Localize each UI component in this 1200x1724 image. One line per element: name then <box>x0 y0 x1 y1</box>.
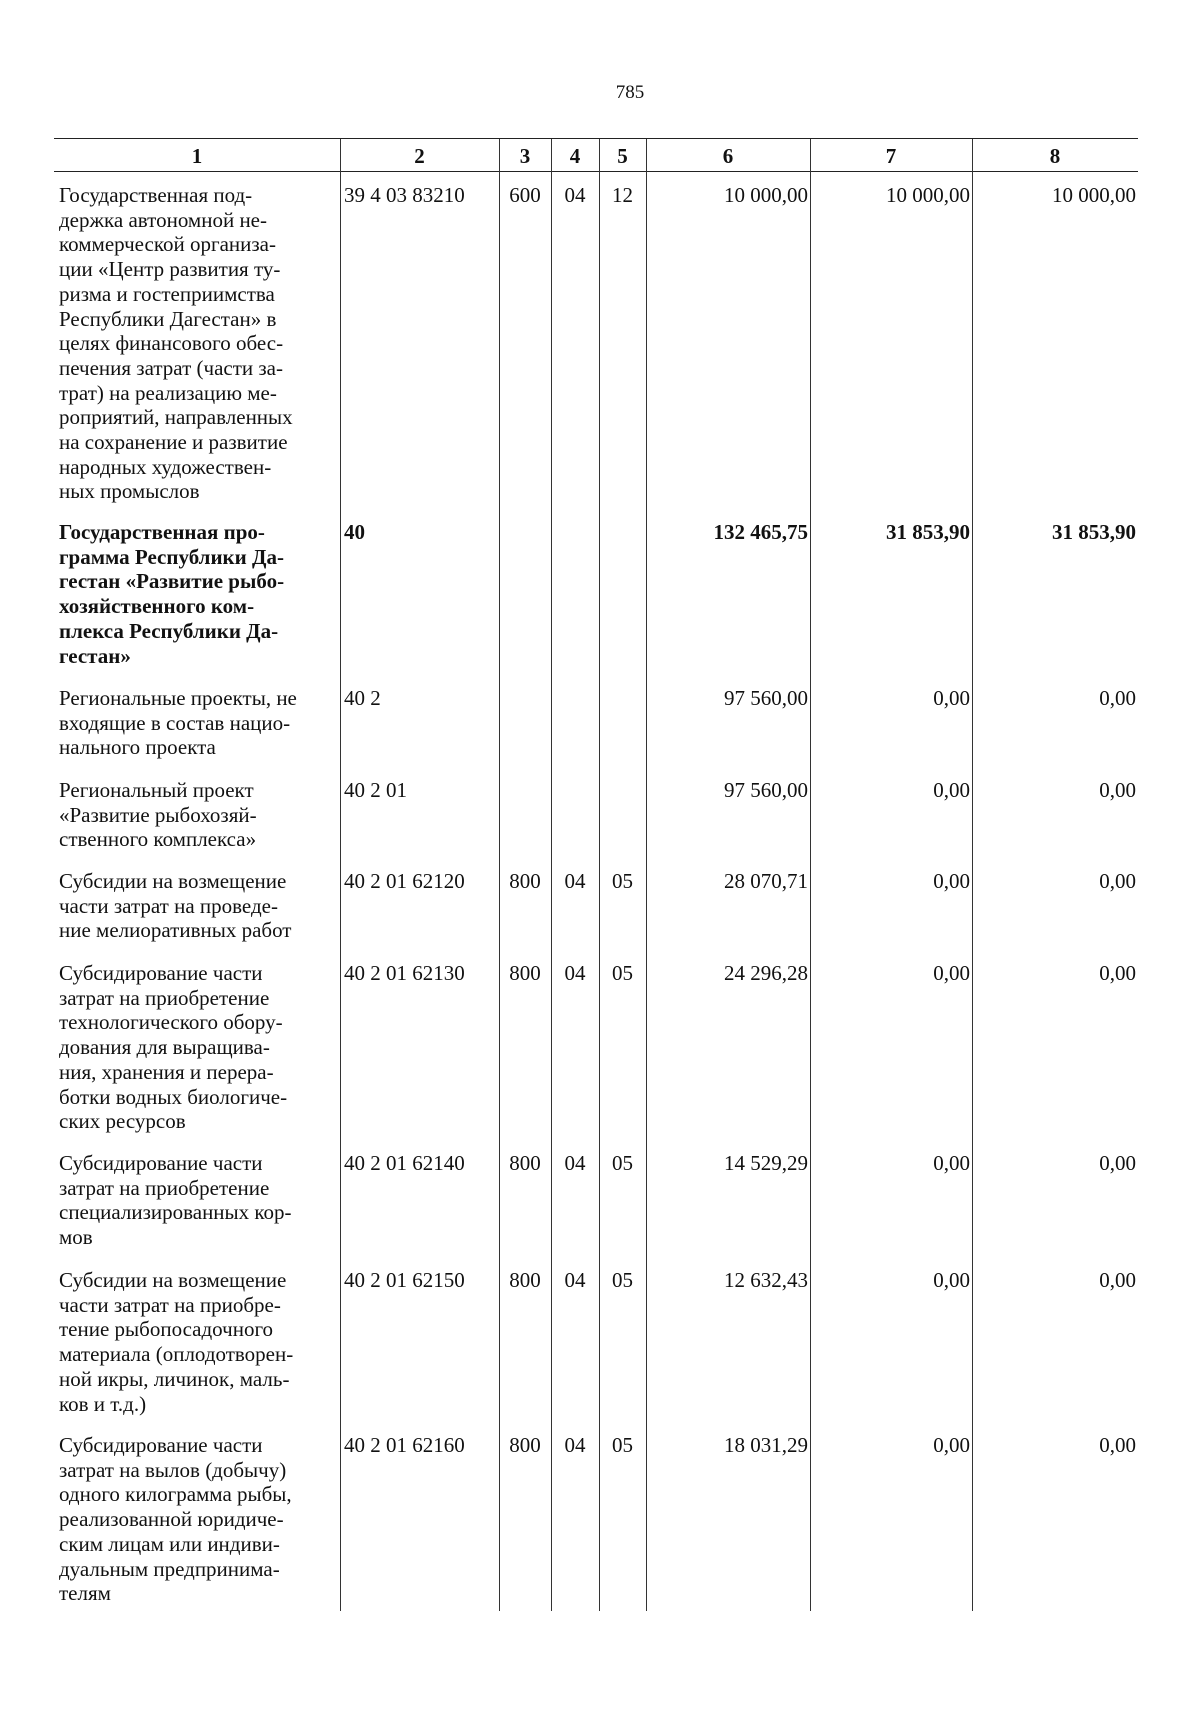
row-col7: 0,00 <box>933 686 970 710</box>
row-code: 40 2 01 62150 <box>344 1268 465 1292</box>
row-name: Субсидии на возмещение части затрат на приобре- тение рыбопосадочного материала (оплодотворен- ной икры, личинок, маль- ков и т.д.) <box>59 1268 294 1416</box>
row-col8: 0,00 <box>1099 1268 1136 1292</box>
row-col6: 97 560,00 <box>724 686 808 710</box>
row-col3: 800 <box>509 1268 541 1292</box>
row-col4: 04 <box>564 1433 586 1457</box>
row-code: 40 2 01 <box>344 778 407 802</box>
row-col6: 10 000,00 <box>724 183 808 207</box>
row-name: Субсидирование части затрат на приобретение специализированных кор- мов <box>59 1151 292 1250</box>
row-col8: 0,00 <box>1099 1151 1136 1175</box>
row-name: Региональные проекты, не входящие в состав нацио- нального проекта <box>59 686 297 760</box>
row-col8: 0,00 <box>1099 869 1136 893</box>
budget-table <box>54 138 1138 1611</box>
row-code: 40 2 01 62130 <box>344 961 465 985</box>
row-code: 40 2 01 62140 <box>344 1151 465 1175</box>
row-col6: 28 070,71 <box>724 869 808 893</box>
row-col3: 800 <box>509 1433 541 1457</box>
row-col3: 800 <box>509 869 541 893</box>
row-name: Государственная под- держка автономной не- коммерческой организа- ции «Центр развития ту- ризма и гостеприимства Республики Дагестан» в целях финансового обес- печения затрат (части за- трат) на реализацию ме- роприятий, направленных на сохранение и развитие народных художествен- ных промыслов <box>59 183 293 504</box>
row-name: Региональный проект «Развитие рыбохозяй- ственного комплекса» <box>59 778 257 852</box>
row-col6: 12 632,43 <box>724 1268 808 1292</box>
row-col6: 14 529,29 <box>724 1151 808 1175</box>
column-header-4: 4 <box>569 144 581 168</box>
row-col5: 05 <box>612 1433 633 1457</box>
row-name: Субсидии на возмещение части затрат на проведе- ние мелиоративных работ <box>59 869 292 943</box>
column-header-7: 7 <box>885 144 897 168</box>
column-header-5: 5 <box>617 144 628 168</box>
row-col6: 97 560,00 <box>724 778 808 802</box>
row-col7: 10 000,00 <box>886 183 970 207</box>
header-divider <box>54 171 1138 172</box>
row-col6: 24 296,28 <box>724 961 808 985</box>
page-number: 785 <box>615 82 645 103</box>
row-col8: 0,00 <box>1099 686 1136 710</box>
row-col7: 0,00 <box>933 869 970 893</box>
row-col7: 0,00 <box>933 1268 970 1292</box>
row-col3: 800 <box>509 961 541 985</box>
row-col7: 0,00 <box>933 1151 970 1175</box>
row-name: Государственная про- грамма Республики Да- гестан «Развитие рыбо- хозяйственного ком- плекса Республики Да- гестан» <box>59 520 285 668</box>
row-col5: 05 <box>612 869 633 893</box>
row-col4: 04 <box>564 961 586 985</box>
column-header-8: 8 <box>1049 144 1061 168</box>
row-col4: 04 <box>564 1268 586 1292</box>
row-col7: 0,00 <box>933 961 970 985</box>
row-col7: 31 853,90 <box>886 520 970 544</box>
row-col8: 31 853,90 <box>1052 520 1136 544</box>
row-code: 39 4 03 83210 <box>344 183 465 207</box>
row-code: 40 <box>344 520 365 544</box>
row-col5: 05 <box>612 1268 633 1292</box>
column-header-2: 2 <box>414 144 425 168</box>
row-col4: 04 <box>564 1151 586 1175</box>
row-name: Субсидирование части затрат на вылов (добычу) одного килограмма рыбы, реализованной юридиче- ским лицам или индиви- дуальным предпринима- телям <box>59 1433 292 1606</box>
column-header-3: 3 <box>519 144 531 168</box>
row-col5: 05 <box>612 1151 633 1175</box>
row-code: 40 2 01 62120 <box>344 869 465 893</box>
row-col8: 10 000,00 <box>1052 183 1136 207</box>
row-name: Субсидирование части затрат на приобретение технологического обору- дования для выращива- ния, хранения и перера- ботки водных биологиче- ских ресурсов <box>59 961 288 1134</box>
row-col3: 800 <box>509 1151 541 1175</box>
row-col3: 600 <box>509 183 541 207</box>
row-col4: 04 <box>564 183 586 207</box>
row-col6: 18 031,29 <box>724 1433 808 1457</box>
row-col4: 04 <box>564 869 586 893</box>
row-col7: 0,00 <box>933 778 970 802</box>
row-col5: 12 <box>612 183 633 207</box>
row-code: 40 2 <box>344 686 381 710</box>
row-col6: 132 465,75 <box>713 520 808 544</box>
row-code: 40 2 01 62160 <box>344 1433 465 1457</box>
row-col8: 0,00 <box>1099 778 1136 802</box>
row-col8: 0,00 <box>1099 1433 1136 1457</box>
column-header-1: 1 <box>191 144 203 168</box>
row-col8: 0,00 <box>1099 961 1136 985</box>
row-col7: 0,00 <box>933 1433 970 1457</box>
row-col5: 05 <box>612 961 633 985</box>
column-header-6: 6 <box>722 144 734 168</box>
